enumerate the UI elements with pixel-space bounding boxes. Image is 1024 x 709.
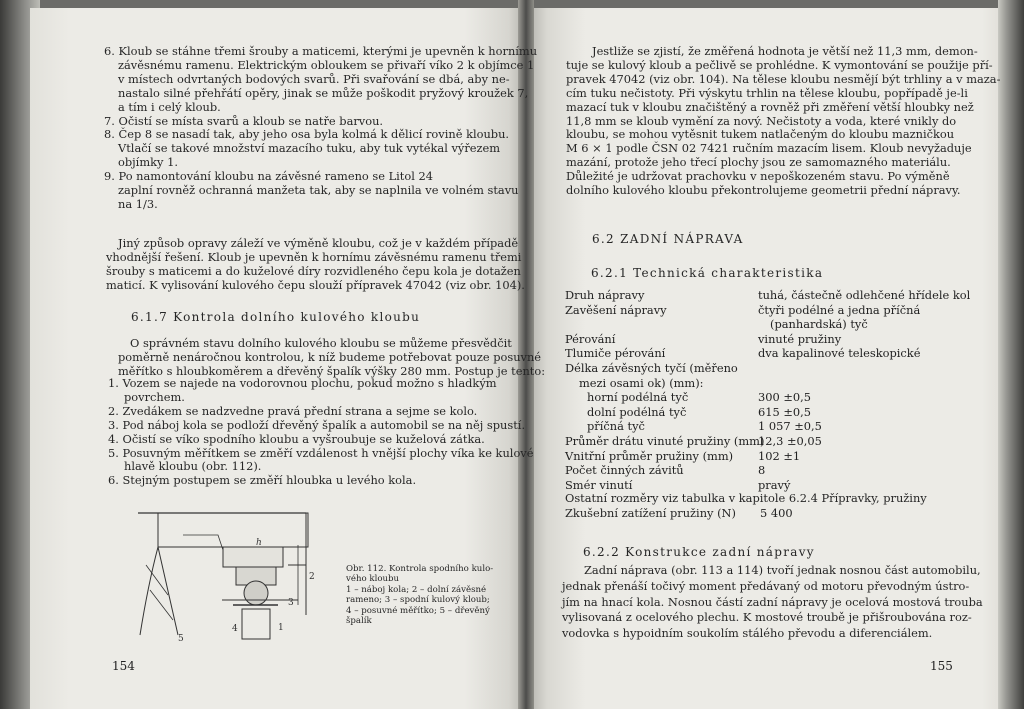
spec-label: Tlumiče pérování <box>565 346 666 361</box>
spec-value: (panhardská) tyč <box>770 317 868 332</box>
text-line: poměrně nenáročnou kontrolou, k níž budeme potřebovat pouze posuvné <box>118 349 542 364</box>
subsection-heading-6-2-1: 6.2.1 Technická charakteristika <box>591 266 824 280</box>
text-line: na 1/3. <box>118 196 158 211</box>
text-line: jednak přenáší točivý moment předávaný od motoru převodným ústro- <box>562 578 970 593</box>
text-line: závěsnému ramenu. Elektrickým obloukem se přivaří víko 2 k objímce 1 <box>118 57 535 72</box>
spec-label: Smér vinutí <box>565 477 633 492</box>
text-line: 9. Po namontování kloubu na závěsné rameno se Litol 24 <box>104 169 433 184</box>
spec-value: vinuté pružiny <box>758 331 842 346</box>
text-line: měřítko s hloubkoměrem a dřevěný špalík výšky 280 mm. Postup je tento: <box>118 363 546 378</box>
spec-value: čtyři podélné a jedna příčná <box>758 302 921 317</box>
text-line: pravek 47042 (viz obr. 104). Na tělese kloubu nesmějí být trhliny a v maza- <box>566 71 1001 86</box>
text-line: a tím i celý kloub. <box>118 99 221 114</box>
spec-label: Délka závěsných tyčí (měřeno <box>565 361 738 375</box>
spec-label: Zavěšení nápravy <box>565 302 667 317</box>
text-line: maticí. K vylisování kulového čepu slouží přípravek 47042 (viz obr. 104). <box>106 277 525 292</box>
text-line: 2. Zvedákem se nadzvedne pravá přední strana a sejme se kolo. <box>108 403 478 418</box>
text-line: vylisovaná z ocelového plechu. K mostové troubě je přišroubována roz- <box>562 610 972 625</box>
figure-112-illustration <box>138 505 348 645</box>
text-line: 8. Čep 8 se nasadí tak, aby jeho osa byla kolmá k dělicí rovině kloubu. <box>104 127 510 142</box>
spec-label: Počet činných závitů <box>565 463 684 478</box>
spec-value: dva kapalinové teleskopické <box>758 346 921 361</box>
caption-line: vého kloubu <box>346 574 400 585</box>
text-line: Jestliže se zjistí, že změřená hodnota je větší než 11,3 mm, demon- <box>592 44 978 58</box>
subsection-heading-6-2-2: 6.2.2 Konstrukce zadní nápravy <box>583 545 815 559</box>
text-line: mazací tuk v kloubu značištěný a rovněž při změření větší hloubky než <box>566 99 974 114</box>
spec-label: Pérování <box>565 331 616 346</box>
text-line: mazání, protože jeho třecí plochy jsou ze samomazného materiálu. <box>566 155 951 170</box>
text-line: tuje se kulový kloub a pečlivě se prohlédne. K vymontování se použije pří- <box>566 57 993 72</box>
spec-value: tuhá, částečně odlehčené hřídele kol <box>758 288 971 302</box>
caption-line: 1 – náboj kola; 2 – dolní závěsné <box>346 584 487 595</box>
text-line: 5. Posuvným měřítkem se změří vzdálenost h vnější plochy víka ke kulové <box>108 445 534 460</box>
text-line: 4. Očistí se víko spodního kloubu a vyšroubuje se kuželová zátka. <box>108 431 485 446</box>
spec-value: 300 ±0,5 <box>758 390 812 405</box>
text-line: Vtlačí se takové množství mazacího tuku, aby tuk vytékal výřezem <box>118 141 501 156</box>
section-heading-6-1-7: 6.1.7 Kontrola dolního kulového kloubu <box>131 310 421 324</box>
text-line: 1. Vozem se najede na vodorovnou plochu, pokud možno s hladkým <box>108 376 497 390</box>
text-line: Důležité je udržovat prachovku v nepoškozeném stavu. Po výměně <box>566 169 950 184</box>
text-line: Jiný způsob opravy záleží ve výměně kloubu, což je v každém případě <box>118 236 519 250</box>
text-line: vhodnější řešení. Kloub je upevněn k hornímu závěsnému ramenu třemi <box>106 249 522 264</box>
spec-tail-value: 5 400 <box>760 506 793 520</box>
spec-value: 12,3 ±0,05 <box>758 434 822 448</box>
figure-label-4: 4 <box>232 624 238 634</box>
caption-line: špalík <box>346 616 372 626</box>
spec-label: mezi osami ok) (mm): <box>579 375 704 390</box>
text-line: dolního kulového kloubu překontrolujeme geometrii přední nápravy. <box>566 183 961 197</box>
spec-value: 8 <box>758 463 766 478</box>
text-line: Zadní náprava (obr. 113 a 114) tvoří jednak nosnou část automobilu, <box>584 563 981 577</box>
text-line: v místech odvrtaných bodových svarů. Při svařování se dbá, aby ne- <box>118 71 510 86</box>
figure-label-5: 5 <box>178 634 184 644</box>
text-line: objímky 1. <box>118 155 178 170</box>
spec-value: 102 ±1 <box>758 448 801 463</box>
page-number-left: 154 <box>112 659 135 673</box>
spec-value: 615 ±0,5 <box>758 404 812 419</box>
caption-line: 4 – posuvné měřítko; 5 – dřevěný <box>346 605 490 616</box>
text-line: 11,8 mm se kloub vymění za nový. Nečistoty a voda, které vnikly do <box>566 113 957 128</box>
spec-label: Vnitřní průměr pružiny (mm) <box>565 448 734 463</box>
book-edge-right <box>998 0 1024 709</box>
spec-value: pravý <box>758 477 791 492</box>
spec-label: Průměr drátu vinuté pružiny (mm) <box>565 434 765 448</box>
text-line: šrouby s maticemi a do kuželové díry rozvidleného čepu kola je dotažen <box>106 263 521 278</box>
text-line: 3. Pod náboj kola se podloží dřevěný špalík a automobil se na něj spustí. <box>108 417 526 432</box>
text-line: 6. Kloub se stáhne třemi šrouby a maticemi, kterými je upevněn k hornímu <box>104 44 538 58</box>
section-heading-6-2: 6.2 ZADNÍ NÁPRAVA <box>592 232 744 246</box>
spec-label: dolní podélná tyč <box>587 404 687 419</box>
figure-label-2: 2 <box>309 572 315 582</box>
text-line: jím na hnací kola. Nosnou částí zadní nápravy je ocelová mostová trouba <box>562 594 983 609</box>
text-line: M 6 × 1 podle ČSN 02 7421 ručním mazacím lisem. Kloub nevyžaduje <box>566 141 972 156</box>
text-line: 6. Stejným postupem se změří hloubka u levého kola. <box>108 473 417 488</box>
text-line: O správném stavu dolního kulového kloubu se můžeme přesvědčit <box>130 336 512 350</box>
text-line: hlavě kloubu (obr. 112). <box>124 459 262 474</box>
spec-label: horní podélná tyč <box>587 390 689 405</box>
figure-label-3: 3 <box>288 598 294 608</box>
figure-label-1: 1 <box>278 623 284 633</box>
spec-value: 1 057 ±0,5 <box>758 419 822 434</box>
text-line: nastalo silné přehřátí opěry, jinak se může poškodit pryžový kroužek 7, <box>118 85 529 100</box>
text-line: vodovka s hypoidním soukolím stálého převodu a diferenciálem. <box>562 626 933 641</box>
page-number-right: 155 <box>930 659 953 673</box>
spec-label: příčná tyč <box>587 419 645 434</box>
text-line: kloubu, se mohou vytěsnit tukem natlačeným do kloubu mazničkou <box>566 127 955 142</box>
text-line: 7. Očistí se místa svarů a kloub se natře barvou. <box>104 113 384 128</box>
figure-label-h: h <box>256 538 262 548</box>
text-line: Zkušební zatížení pružiny (N) <box>565 506 736 520</box>
text-line: povrchem. <box>124 389 185 404</box>
caption-line: Obr. 112. Kontrola spodního kulo- <box>346 564 494 574</box>
text-line: Ostatní rozměry viz tabulka v kapitole 6.2.4 Přípravky, pružiny <box>565 491 927 505</box>
caption-line: rameno; 3 – spodní kulový kloub; <box>346 595 490 606</box>
spec-label: Druh nápravy <box>565 288 645 302</box>
text-line: cím tuku nečistoty. Při výskytu trhlin na tělese kloubu, popřípadě je-li <box>566 85 968 100</box>
text-line: zaplní rovněž ochranná manžeta tak, aby se naplnila ve volném stavu <box>118 183 519 197</box>
